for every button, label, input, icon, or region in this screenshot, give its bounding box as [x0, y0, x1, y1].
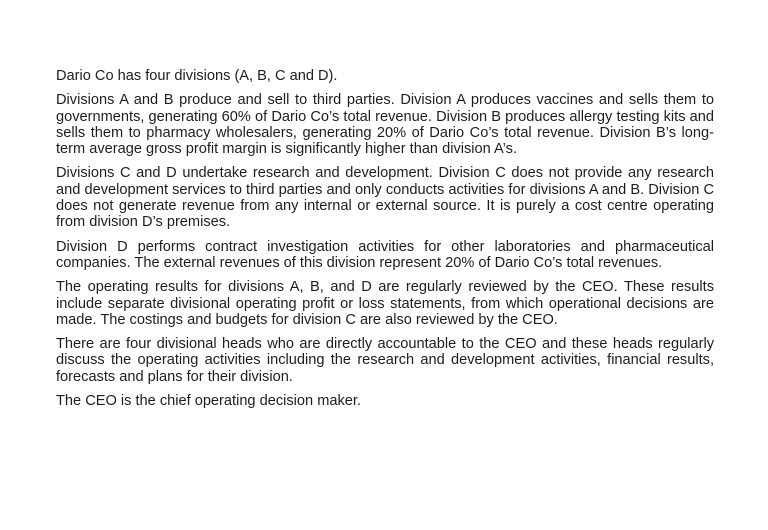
document-body: [56, 68, 714, 417]
paragraph-operating-results: The operating results for divisions A, B, and D are regularly reviewed by the CEO. These results include separate divisional operating profit or loss statements, from which operational decisions are made. The costings and budgets for division C are also reviewed by the CEO.: [56, 279, 714, 328]
paragraph-division-d: Division D performs contract investigation activities for other laboratories and pharmaceutical companies. The external revenues of this division represent 20% of Dario Co’s total revenues.: [56, 238, 714, 271]
paragraph-divisional-heads: There are four divisional heads who are directly accountable to the CEO and these heads regularly discuss the operating activities including the research and development activities, financial results, forecasts and plans for their division.: [56, 336, 714, 385]
paragraph-divisions-a-b: Divisions A and B produce and sell to third parties. Division A produces vaccines and sells them to governments, generating 60% of Dario Co’s total revenue. Division B produces allergy testing kits and sells them to pharmacy wholesalers, generating 20% of Dario Co’s total revenue. Division B’s long-term average gross profit margin is significantly higher than division A’s.: [56, 92, 714, 158]
paragraph-intro: Dario Co has four divisions (A, B, C and D).: [56, 68, 338, 84]
paragraph-divisions-c-d: Divisions C and D undertake research and development. Division C does not provide any research and development services to third parties and only conducts activities for divisions A and B. Division C does not generate revenue from any internal or external source. It is purely a cost centre operating from division D’s premises.: [56, 165, 714, 231]
paragraph-codm: The CEO is the chief operating decision maker.: [56, 393, 362, 410]
